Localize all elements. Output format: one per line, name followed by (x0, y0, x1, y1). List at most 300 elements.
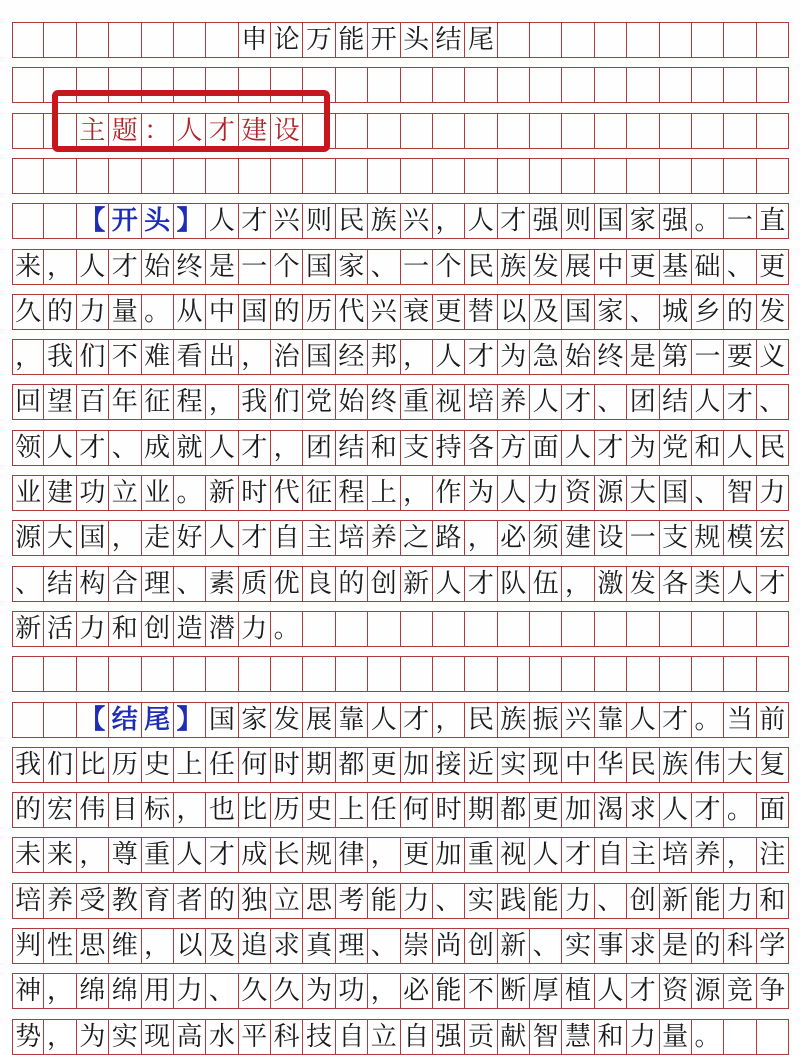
grid-cell (12, 67, 44, 103)
grid-row (12, 249, 789, 285)
grid-cell: 期 (465, 792, 497, 828)
grid-cell: 造 (174, 611, 206, 647)
grid-cell: 真 (303, 928, 335, 964)
grid-cell: 力 (77, 611, 109, 647)
grid-cell: 振 (530, 702, 562, 738)
grid-cell: 加 (401, 747, 433, 783)
grid-cell (724, 113, 756, 149)
grid-cell: 才 (401, 702, 433, 738)
grid-cell: 是 (206, 249, 238, 285)
grid-cell: 结 (433, 22, 465, 58)
grid-cell: 、 (368, 249, 400, 285)
grid-cell: ， (368, 973, 400, 1009)
grid-cell: 资 (660, 973, 692, 1009)
grid-cell: 养 (498, 384, 530, 420)
grid-cell: 创 (627, 883, 659, 919)
grid-cell: ， (368, 837, 400, 873)
grid-cell: 支 (401, 430, 433, 466)
grid-cell (336, 158, 368, 194)
grid-cell: 新 (206, 475, 238, 511)
grid-cell: 国 (303, 249, 335, 285)
grid-cell: 础 (692, 249, 724, 285)
grid-cell (530, 611, 562, 647)
grid-cell: 国 (303, 339, 335, 375)
grid-cell: 用 (142, 973, 174, 1009)
grid-cell: 兴 (401, 203, 433, 239)
grid-cell: 则 (303, 203, 335, 239)
grid-cell: 国 (77, 520, 109, 556)
grid-cell: ， (271, 430, 303, 466)
grid-cell: 绵 (77, 973, 109, 1009)
grid-cell: 思 (303, 883, 335, 919)
grid-cell: ， (206, 384, 238, 420)
grid-cell: 。 (692, 702, 724, 738)
grid-cell: 能 (692, 883, 724, 919)
grid-cell: 时 (271, 747, 303, 783)
grid-cell: 中 (562, 747, 594, 783)
grid-cell: 现 (530, 747, 562, 783)
grid-cell: 替 (465, 294, 497, 330)
grid-cell: 加 (562, 792, 594, 828)
grid-cell: 创 (368, 566, 400, 602)
grid-cell (724, 1019, 756, 1055)
grid-cell: 技 (303, 1019, 335, 1055)
grid-cell: 未 (12, 837, 44, 873)
grid-cell (336, 67, 368, 103)
grid-row (12, 702, 789, 738)
grid-cell: 接 (433, 747, 465, 783)
grid-row (12, 883, 789, 919)
grid-cell: ， (174, 792, 206, 828)
grid-cell (271, 158, 303, 194)
grid-cell: 自 (271, 520, 303, 556)
grid-cell: 维 (109, 928, 141, 964)
grid-cell: 族 (498, 249, 530, 285)
grid-cell (271, 656, 303, 692)
grid-cell: 立 (368, 1019, 400, 1055)
grid-cell (433, 158, 465, 194)
grid-cell: 一 (239, 249, 271, 285)
grid-cell (627, 22, 659, 58)
grid-cell: 【 (77, 203, 109, 239)
grid-row (12, 837, 789, 873)
grid-cell (174, 656, 206, 692)
grid-cell: 渴 (595, 792, 627, 828)
grid-cell (401, 67, 433, 103)
grid-cell: 国 (595, 203, 627, 239)
grid-cell: 个 (433, 249, 465, 285)
grid-cell (239, 656, 271, 692)
grid-cell: 复 (757, 747, 789, 783)
grid-cell (206, 158, 238, 194)
grid-cell: 才 (77, 430, 109, 466)
grid-cell: 都 (336, 747, 368, 783)
grid-cell: 培 (465, 384, 497, 420)
grid-cell: 建 (562, 520, 594, 556)
grid-cell: 理 (142, 566, 174, 602)
grid-cell: 和 (368, 430, 400, 466)
grid-cell: 立 (271, 883, 303, 919)
grid-cell: 上 (336, 792, 368, 828)
grid-cell: 人 (530, 384, 562, 420)
grid-cell (142, 158, 174, 194)
grid-cell: 才 (465, 339, 497, 375)
grid-cell: 家 (595, 294, 627, 330)
grid-cell: 人 (465, 203, 497, 239)
grid-cell: 才 (627, 973, 659, 1009)
grid-cell: 才 (109, 249, 141, 285)
grid-cell: ， (109, 520, 141, 556)
grid-cell: 族 (660, 747, 692, 783)
grid-cell: 能 (336, 22, 368, 58)
grid-cell: 期 (303, 747, 335, 783)
grid-cell: 者 (174, 883, 206, 919)
grid-cell: 的 (206, 883, 238, 919)
grid-cell: 尾 (142, 702, 174, 738)
grid-cell: 国 (239, 294, 271, 330)
grid-cell: 慧 (562, 1019, 594, 1055)
grid-cell (174, 22, 206, 58)
grid-cell (562, 158, 594, 194)
grid-cell: 强 (660, 203, 692, 239)
grid-cell: 结 (109, 702, 141, 738)
grid-cell: 始 (562, 339, 594, 375)
grid-row (12, 973, 789, 1009)
grid-cell: 、 (109, 430, 141, 466)
grid-cell: 献 (498, 1019, 530, 1055)
grid-cell: 终 (174, 249, 206, 285)
grid-cell: 也 (206, 792, 238, 828)
grid-row (12, 656, 789, 692)
grid-cell: 直 (757, 203, 789, 239)
grid-cell: 大 (44, 520, 76, 556)
grid-cell: 历 (109, 747, 141, 783)
grid-cell: 的 (12, 792, 44, 828)
grid-cell: 大 (627, 475, 659, 511)
grid-cell: 人 (595, 973, 627, 1009)
grid-cell (109, 22, 141, 58)
grid-cell: 伟 (692, 747, 724, 783)
grid-cell: 主 (303, 520, 335, 556)
grid-cell: 、 (757, 384, 789, 420)
grid-cell: 之 (401, 520, 433, 556)
grid-cell: 力 (757, 475, 789, 511)
grid-cell: 须 (530, 520, 562, 556)
grid-cell: 目 (109, 792, 141, 828)
grid-cell: 及 (206, 928, 238, 964)
grid-cell: 践 (498, 883, 530, 919)
grid-cell: 近 (465, 747, 497, 783)
grid-cell: 开 (109, 203, 141, 239)
grid-cell: 国 (660, 475, 692, 511)
grid-cell: 人 (562, 430, 594, 466)
grid-cell: 现 (142, 1019, 174, 1055)
grid-cell: 实 (562, 928, 594, 964)
grid-cell: 模 (724, 520, 756, 556)
grid-cell: 培 (336, 520, 368, 556)
grid-cell: 强 (433, 1019, 465, 1055)
grid-cell: 、 (368, 928, 400, 964)
grid-cell (757, 22, 789, 58)
grid-cell: 人 (206, 203, 238, 239)
grid-cell (401, 158, 433, 194)
grid-cell (433, 113, 465, 149)
grid-cell (12, 158, 44, 194)
grid-cell (433, 611, 465, 647)
grid-cell: 力 (174, 973, 206, 1009)
grid-cell: 科 (724, 928, 756, 964)
grid-cell: 才 (498, 203, 530, 239)
grid-cell: 任 (206, 747, 238, 783)
grid-cell: 质 (239, 566, 271, 602)
grid-cell: 合 (109, 566, 141, 602)
grid-cell: 来 (12, 249, 44, 285)
grid-cell (627, 113, 659, 149)
grid-cell (724, 67, 756, 103)
grid-cell: 我 (44, 339, 76, 375)
grid-cell (562, 22, 594, 58)
grid-cell (498, 113, 530, 149)
grid-cell: ， (433, 203, 465, 239)
grid-cell (336, 113, 368, 149)
grid-cell (530, 656, 562, 692)
grid-cell: 发 (271, 702, 303, 738)
grid-cell: 年 (109, 384, 141, 420)
grid-cell: 更 (401, 837, 433, 873)
grid-cell (368, 611, 400, 647)
grid-cell: 育 (142, 883, 174, 919)
grid-cell (627, 158, 659, 194)
grid-cell: 人 (433, 566, 465, 602)
grid-cell: 是 (627, 339, 659, 375)
grid-cell: 功 (336, 973, 368, 1009)
grid-cell: 能 (530, 883, 562, 919)
grid-cell: 则 (562, 203, 594, 239)
grid-cell: 靠 (595, 702, 627, 738)
grid-cell: 比 (77, 747, 109, 783)
grid-cell: 们 (44, 747, 76, 783)
grid-cell: 头 (142, 203, 174, 239)
grid-cell: 才 (239, 203, 271, 239)
grid-cell (12, 702, 44, 738)
grid-cell (660, 113, 692, 149)
grid-cell (465, 611, 497, 647)
grid-cell (142, 656, 174, 692)
grid-cell: 百 (77, 384, 109, 420)
grid-cell: 尾 (465, 22, 497, 58)
grid-cell: 】 (174, 702, 206, 738)
grid-cell: 、 (692, 475, 724, 511)
grid-cell: 水 (206, 1019, 238, 1055)
grid-row (12, 611, 789, 647)
grid-row (12, 475, 789, 511)
grid-cell: 的 (44, 294, 76, 330)
grid-cell: 重 (465, 837, 497, 873)
grid-cell: 良 (303, 566, 335, 602)
grid-cell: 发 (530, 249, 562, 285)
grid-cell: 要 (724, 339, 756, 375)
grid-cell: 展 (303, 702, 335, 738)
grid-cell: 各 (660, 566, 692, 602)
grid-cell: 更 (627, 249, 659, 285)
grid-cell (239, 158, 271, 194)
grid-cell: 尚 (433, 928, 465, 964)
grid-cell: 自 (595, 837, 627, 873)
grid-cell (692, 22, 724, 58)
grid-cell: 我 (12, 747, 44, 783)
grid-cell (562, 656, 594, 692)
grid-cell: 的 (724, 294, 756, 330)
grid-cell: 党 (303, 384, 335, 420)
grid-cell: 自 (336, 1019, 368, 1055)
grid-cell: 就 (174, 430, 206, 466)
grid-cell (724, 611, 756, 647)
grid-cell: 力 (724, 883, 756, 919)
grid-cell: 优 (271, 566, 303, 602)
grid-cell: 才 (724, 384, 756, 420)
grid-cell: 才 (465, 566, 497, 602)
grid-cell: 党 (660, 430, 692, 466)
grid-cell: 才 (206, 837, 238, 873)
grid-cell: ， (239, 339, 271, 375)
grid-cell: 人 (498, 475, 530, 511)
grid-cell (206, 22, 238, 58)
grid-cell: 路 (433, 520, 465, 556)
grid-cell: 源 (692, 973, 724, 1009)
grid-cell (368, 656, 400, 692)
grid-cell (44, 656, 76, 692)
grid-cell: 论 (271, 22, 303, 58)
grid-cell: 业 (12, 475, 44, 511)
grid-cell: 。 (724, 792, 756, 828)
grid-cell: 程 (174, 384, 206, 420)
grid-cell: 都 (498, 792, 530, 828)
grid-cell: 才 (239, 430, 271, 466)
grid-cell (627, 611, 659, 647)
grid-cell: 求 (271, 928, 303, 964)
grid-cell: 争 (757, 973, 789, 1009)
grid-cell (724, 22, 756, 58)
grid-cell: 、 (174, 566, 206, 602)
grid-cell: 国 (206, 702, 238, 738)
grid-cell: 设 (271, 113, 303, 149)
grid-cell (757, 656, 789, 692)
theme-highlight-box (52, 90, 330, 152)
grid-cell: 久 (239, 973, 271, 1009)
grid-cell: 。 (174, 475, 206, 511)
grid-cell: 人 (44, 430, 76, 466)
grid-cell: 求 (627, 792, 659, 828)
grid-cell: 基 (660, 249, 692, 285)
grid-cell (12, 656, 44, 692)
grid-cell (401, 611, 433, 647)
grid-cell (724, 158, 756, 194)
grid-cell: 量 (660, 1019, 692, 1055)
grid-cell: 何 (401, 792, 433, 828)
grid-cell (77, 158, 109, 194)
grid-cell: 建 (239, 113, 271, 149)
grid-cell (692, 611, 724, 647)
grid-cell: 义 (757, 339, 789, 375)
grid-cell: 培 (660, 837, 692, 873)
grid-cell: 看 (174, 339, 206, 375)
grid-cell (660, 22, 692, 58)
grid-cell: 团 (303, 430, 335, 466)
grid-cell: 国 (562, 294, 594, 330)
grid-cell: 民 (465, 702, 497, 738)
grid-cell: 、 (433, 883, 465, 919)
grid-cell: 一 (692, 339, 724, 375)
grid-cell (692, 656, 724, 692)
grid-cell: 靠 (336, 702, 368, 738)
grid-cell: 成 (142, 430, 174, 466)
grid-cell (562, 67, 594, 103)
grid-cell: 终 (368, 384, 400, 420)
grid-cell: 不 (109, 339, 141, 375)
grid-cell: 和 (595, 1019, 627, 1055)
grid-cell: 为 (627, 430, 659, 466)
grid-cell: 力 (401, 883, 433, 919)
grid-cell: 以 (174, 928, 206, 964)
grid-cell: 申 (239, 22, 271, 58)
grid-cell (757, 1019, 789, 1055)
grid-cell: 不 (465, 973, 497, 1009)
grid-cell: 人 (660, 792, 692, 828)
grid-cell (77, 656, 109, 692)
grid-cell (465, 67, 497, 103)
grid-cell: 实 (109, 1019, 141, 1055)
grid-cell: 独 (239, 883, 271, 919)
grid-cell: 邦 (368, 339, 400, 375)
grid-cell: 类 (692, 566, 724, 602)
grid-cell: 。 (692, 1019, 724, 1055)
grid-cell (595, 113, 627, 149)
grid-cell: 更 (368, 747, 400, 783)
grid-cell: 智 (724, 475, 756, 511)
grid-cell: 素 (206, 566, 238, 602)
grid-row (12, 1019, 789, 1055)
grid-cell: 终 (595, 339, 627, 375)
grid-cell: 力 (77, 294, 109, 330)
grid-cell (498, 67, 530, 103)
grid-cell (530, 22, 562, 58)
grid-cell: 智 (530, 1019, 562, 1055)
grid-cell (692, 113, 724, 149)
grid-cell: 历 (303, 294, 335, 330)
grid-cell: 人 (724, 566, 756, 602)
grid-cell: 持 (433, 430, 465, 466)
grid-row (12, 384, 789, 420)
grid-cell: 人 (627, 702, 659, 738)
grid-cell (142, 22, 174, 58)
grid-cell: 创 (465, 928, 497, 964)
grid-cell: 任 (368, 792, 400, 828)
grid-row (12, 158, 789, 194)
grid-cell (724, 656, 756, 692)
grid-cell: ， (44, 249, 76, 285)
grid-cell: ， (44, 1019, 76, 1055)
grid-cell: 厚 (530, 973, 562, 1009)
grid-cell: 贡 (465, 1019, 497, 1055)
grid-cell: 民 (465, 249, 497, 285)
grid-cell: 力 (562, 883, 594, 919)
grid-cell (12, 203, 44, 239)
grid-cell (12, 22, 44, 58)
grid-cell: 【 (77, 702, 109, 738)
grid-cell: 中 (595, 249, 627, 285)
grid-cell (757, 67, 789, 103)
grid-cell (660, 656, 692, 692)
